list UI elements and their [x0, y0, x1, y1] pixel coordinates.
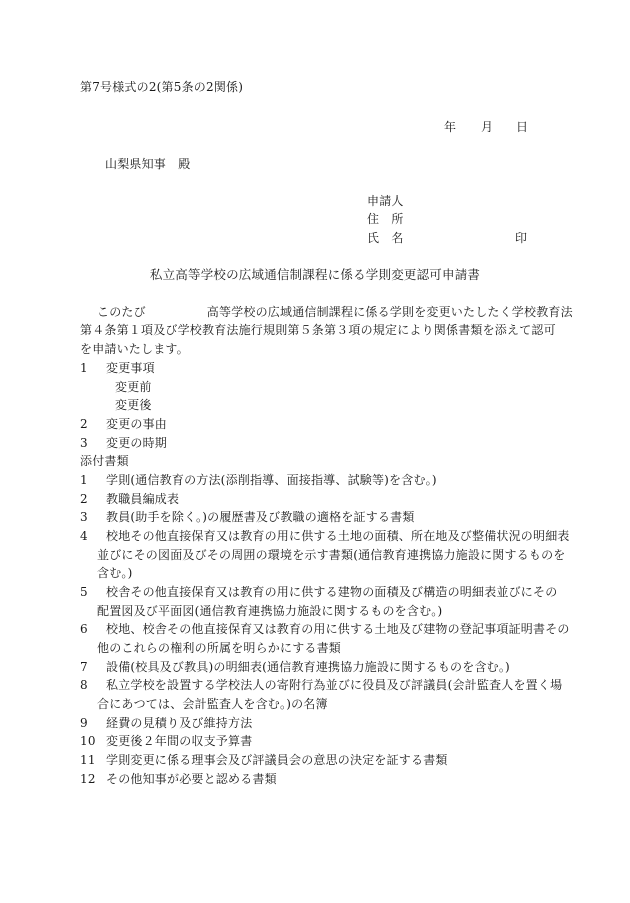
attachment-5: [80, 585, 557, 599]
attachment-text: その他知事が必要と認める書類: [106, 772, 277, 786]
attachment-2: [80, 492, 179, 506]
item-before: 変更前: [115, 380, 152, 394]
attachment-6-line-2: 他のこれらの権利の所属を明らかにする書類: [97, 641, 342, 655]
attachment-text: 学則(通信教育の方法(添削指導、面接指導、試験等)を含む。): [106, 473, 437, 487]
attachment-number: 8: [80, 678, 88, 692]
item-text: 変更の事由: [106, 417, 168, 431]
attachment-text: 校地その他直接保育又は教育の用に供する土地の面積、所在地及び整備状況の明細表: [106, 529, 570, 543]
attachment-number: 2: [80, 492, 88, 506]
attachment-text: 経費の見積り及び維持方法: [106, 716, 253, 730]
seal-label: 印: [515, 231, 528, 245]
attachment-9: [80, 716, 252, 730]
attachment-6: [80, 622, 570, 636]
attachment-4-line-3: 含む。): [97, 566, 133, 580]
attachment-7: [80, 660, 510, 674]
attachment-8-line-2: 合にあつては、会計監査人を含む。)の名簿: [97, 697, 328, 711]
attachment-number: 9: [80, 716, 88, 730]
attachment-text: 設備(校具及び教具)の明細表(通信教育連携協力施設に関するものを含む。): [106, 660, 510, 674]
attachment-11: [80, 753, 448, 767]
attachment-4: [80, 529, 570, 543]
attachment-number: 11: [80, 753, 96, 767]
attachment-number: 4: [80, 529, 88, 543]
attachment-number: 10: [80, 734, 96, 748]
attachment-text: 校舎その他直接保育又は教育の用に供する建物の面積及び構造の明細表並びにその: [106, 585, 558, 599]
attachment-12: [80, 772, 277, 786]
attachment-text: 変更後２年間の収支予算書: [106, 734, 253, 748]
item-number: 1: [80, 361, 88, 375]
item-1: [80, 361, 155, 375]
date-day-label: 日: [516, 120, 529, 134]
item-text: 変更事項: [106, 361, 155, 375]
attachment-number: 12: [80, 772, 96, 786]
attachment-text: 教職員編成表: [106, 492, 180, 506]
attachments-heading: 添付書類: [80, 454, 129, 468]
intro-line-1: このたび 高等学校の広域通信制課程に係る学則を変更いたしたく学校教育法: [97, 305, 573, 319]
attachment-number: 7: [80, 660, 88, 674]
attachment-text: 校地、校舎その他直接保育又は教育の用に供する土地及び建物の登記事項証明書その: [106, 622, 570, 636]
applicant-title: 申請人: [367, 194, 404, 208]
item-number: 3: [80, 436, 88, 450]
attachment-number: 3: [80, 510, 88, 524]
attachment-4-line-2: 並びにその図面及びその周囲の環境を示す書類(通信教育連携協力施設に関するものを: [97, 548, 566, 562]
attachment-3: [80, 510, 415, 524]
document-title: 私立高等学校の広域通信制課程に係る学則変更認可申請書: [149, 267, 481, 282]
item-after: 変更後: [115, 398, 152, 412]
item-3: [80, 436, 167, 450]
item-2: [80, 417, 167, 431]
item-number: 2: [80, 417, 88, 431]
attachment-number: 6: [80, 622, 88, 636]
attachment-number: 5: [80, 585, 88, 599]
attachment-8: [80, 678, 562, 692]
addressee: 山梨県知事 殿: [105, 157, 191, 171]
attachment-5-line-2: 配置図及び平面図(通信教育連携協力施設に関するものを含む。): [97, 604, 443, 618]
attachment-1: [80, 473, 437, 487]
intro-line-2: 第４条第１項及び学校教育法施行規則第５条第３項の規定により関係書類を添えて認可: [80, 323, 556, 337]
applicant-address-label: 住 所: [367, 212, 404, 226]
attachment-10: [80, 734, 252, 748]
item-text: 変更の時期: [106, 436, 168, 450]
attachment-text: 教員(助手を除く。)の履歴書及び教職の適格を証する書類: [106, 510, 415, 524]
applicant-name-label: 氏 名: [367, 231, 404, 245]
date-month-label: 月: [481, 120, 494, 134]
date-year-label: 年: [444, 120, 457, 134]
attachment-text: 私立学校を設置する学校法人の寄附行為並びに役員及び評議員(会計監査人を置く場: [106, 678, 563, 692]
intro-line-3: を申請いたします。: [80, 342, 189, 356]
attachment-text: 学則変更に係る理事会及び評議員会の意思の決定を証する書類: [106, 753, 448, 767]
form-number: 第7号様式の2(第5条の2関係): [80, 80, 244, 94]
attachment-number: 1: [80, 473, 88, 487]
